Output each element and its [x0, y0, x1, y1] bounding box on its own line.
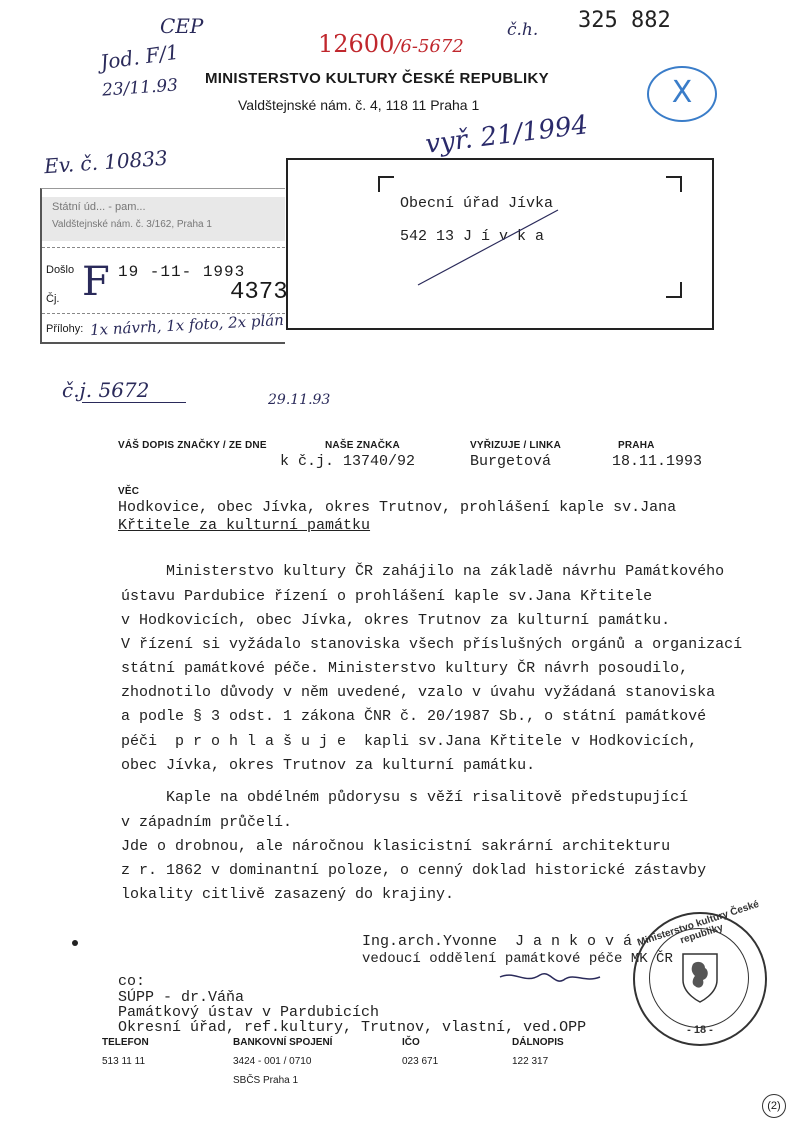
footer-dalnopis-label: DÁLNOPIS: [512, 1037, 564, 1048]
body-line: v Hodkovicích, obec Jívka, okres Trutnov za kulturní památku.: [121, 612, 671, 629]
blue-circle-mark: [647, 66, 717, 122]
label-praha: PRAHA: [618, 440, 655, 451]
stamp-cj-letter: F: [82, 259, 110, 305]
handwritten-ch: č.h.: [507, 20, 539, 40]
stamp-dosla-label: Došlo: [46, 264, 75, 276]
signatory-title: vedoucí oddělení památkové péče MK ČR: [362, 951, 673, 967]
body-line: lokality citlivě zasazený do krajiny.: [121, 886, 455, 903]
page-number-mark: (2): [762, 1094, 786, 1118]
handwritten-cep: CEP: [160, 14, 204, 38]
stamp-header-2: Valdštejnské nám. č. 3/162, Praha 1: [52, 219, 212, 230]
circle-x-mark: X: [671, 75, 693, 110]
copy-recipient: Okresní úřad, ref.kultury, Trutnov, vlastní, ved.OPP: [118, 1019, 587, 1036]
footer-bank: 3424 - 001 / 0710: [233, 1056, 312, 1067]
subject-label: VĚC: [118, 486, 140, 497]
footer-dalnopis: 122 317: [512, 1056, 549, 1067]
copy-recipient: Památkový ústav v Pardubicích: [118, 1004, 380, 1021]
body-line: v západním průčelí.: [121, 814, 293, 831]
recipient-address-box: [286, 158, 714, 330]
body-line: Jde o drobnou, ale náročnou klasicistní sakrární architekturu: [121, 838, 671, 855]
stamp-header-1: Státní úd... - pam...: [52, 201, 146, 213]
stamp-prilohy-value: 1x návrh, 1x foto, 2x plán: [89, 310, 285, 340]
subject-line-1: Hodkovice, obec Jívka, okres Trutnov, prohlášení kaple sv.Jana: [118, 499, 677, 516]
copy-recipient: SÚPP - dr.Váňa: [118, 989, 245, 1006]
body-line: státní památkové péče. Ministerstvo kultury ČR návrh posoudilo,: [121, 660, 689, 677]
pen-stroke: [408, 200, 588, 290]
footer-telefon: 513 11 11: [102, 1056, 146, 1067]
stamp-dosla-date: 19 -11- 1993: [118, 263, 246, 281]
label-nase-znacka: NAŠE ZNAČKA: [325, 440, 400, 451]
handwritten-signature: [495, 965, 605, 995]
datum-value: 18.11.1993: [612, 453, 703, 470]
recipient-line-2: 542 13 J í v k a: [400, 228, 545, 245]
footer-bank-2: SBČS Praha 1: [233, 1075, 299, 1086]
body-line: a podle § 3 odst. 1 zákona ČNR č. 20/1987 Sb., o státní památkové: [121, 708, 707, 725]
copies-label: co:: [118, 973, 146, 990]
body-line: obec Jívka, okres Trutnov za kulturní památku.: [121, 757, 536, 774]
handwritten-vyr: vyř. 21/1994: [423, 110, 590, 160]
recipient-line-1: Obecní úřad Jívka: [400, 195, 554, 212]
document-number: 325 882: [578, 8, 671, 33]
nase-znacka-value: k č.j. 13740/92: [280, 453, 416, 470]
vyrizuje-value: Burgetová: [470, 453, 552, 470]
handwritten-red-number: 12600/6-5672: [318, 30, 464, 58]
handwritten-ev-number: Ev. č. 10833: [43, 145, 169, 179]
footer-ico-label: IČO: [402, 1037, 420, 1048]
stamp-cj-label: Čj.: [46, 293, 60, 305]
ministry-address: Valdštejnské nám. č. 4, 118 11 Praha 1: [238, 97, 480, 113]
stamp-cj-number: 4373: [230, 279, 288, 306]
footer-telefon-label: TELEFON: [102, 1037, 149, 1048]
label-vas-dopis: VÁŠ DOPIS ZNAČKY / ZE DNE: [118, 440, 267, 451]
handwritten-cj: č.j. 5672: [62, 378, 150, 402]
label-vyrizuje: VYŘIZUJE / LINKA: [470, 440, 561, 451]
body-line: zhodnotilo důvody v něm uvedené, vzalo v úvahu vyžádaná stanoviska: [121, 684, 716, 701]
ministry-name: MINISTERSTVO KULTURY ČESKÉ REPUBLIKY: [205, 70, 549, 87]
corner-mark: [378, 176, 394, 192]
footer-ico: 023 671: [402, 1056, 439, 1067]
corner-mark: [666, 176, 682, 192]
seal-text: Ministerstvo kultury České republiky: [636, 898, 761, 949]
stamp-prilohy-label: Přílohy:: [46, 323, 84, 335]
punch-dot: [72, 940, 78, 946]
handwritten-jod: Jod. F/1: [98, 39, 181, 75]
corner-mark: [666, 282, 682, 298]
subject-line-2: Křtitele za kulturní památku: [118, 517, 371, 534]
underline-cj: [82, 402, 186, 403]
body-line: Kaple na obdélném půdorysu s věží risalitově předstupující: [121, 789, 689, 806]
handwritten-date: 29.11.93: [268, 392, 331, 408]
body-line: Ministerstvo kultury ČR zahájilo na základě návrhu Památkového: [121, 563, 725, 580]
body-line: z r. 1862 v dominantní poloze, o cenný doklad historické zástavby: [121, 862, 707, 879]
body-line: ústavu Pardubice řízení o prohlášení kaple sv.Jana Křtitele: [121, 588, 653, 605]
receipt-stamp: [40, 188, 288, 344]
body-line: péči p r o h l a š u j e kapli sv.Jana Křtitele v Hodkovicích,: [121, 733, 698, 750]
seal-number: - 18 -: [687, 1024, 713, 1036]
footer-bank-label: BANKOVNÍ SPOJENÍ: [233, 1037, 333, 1048]
official-seal: [633, 898, 767, 1046]
signatory-name: Ing.arch.Yvonne J a n k o v á: [362, 933, 633, 950]
czech-lion-emblem: [675, 950, 725, 1006]
handwritten-date-top: 23/11.93: [101, 75, 179, 101]
stamp-divider: [42, 247, 285, 248]
body-line: V řízení si vyžádalo stanoviska všech příslušných orgánů a organizací: [121, 636, 743, 653]
